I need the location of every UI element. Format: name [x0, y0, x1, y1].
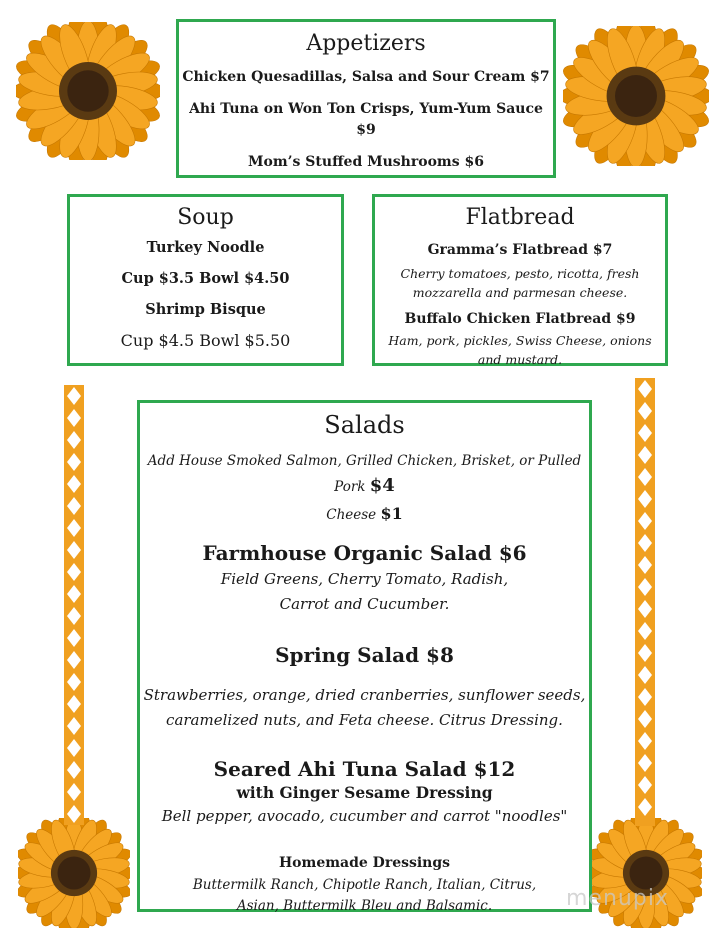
farmhouse-salad-desc: Carrot and Cucumber.	[279, 594, 450, 613]
salad-cheese-line	[140, 502, 589, 527]
farmhouse-salad-name: Farmhouse Organic Salad $6	[202, 540, 527, 565]
soup-section	[67, 194, 344, 366]
dressings-list: Asian, Buttermilk Bleu and Balsamic.	[236, 897, 493, 914]
sunflower-bottom-left	[18, 818, 130, 928]
spring-salad-desc: Strawberries, orange, dried cranberries, sunflower seeds,	[143, 685, 586, 704]
salad-cheese-text: Cheese	[326, 506, 377, 523]
sunflower-bottom-right	[590, 818, 702, 928]
soup-item-name: Turkey Noodle	[146, 239, 265, 256]
dressings-title: Homemade Dressings	[278, 854, 451, 871]
flatbread-item-name: Gramma’s Flatbread $7	[427, 242, 613, 258]
flatbread-item-desc: Cherry tomatoes, pesto, ricotta, fresh mozzarella and parmesan cheese.	[400, 266, 640, 301]
appetizer-item: Ahi Tuna on Won Ton Crisps, Yum-Yum Sauce $9	[189, 101, 543, 138]
salads-title: Salads	[324, 411, 405, 439]
sunflower-top-left	[16, 22, 160, 160]
soup-item-name: Shrimp Bisque	[145, 301, 266, 318]
flatbread-section	[372, 194, 668, 366]
tuna-salad-desc: Bell pepper, avocado, cucumber and carrot "noodles"	[161, 806, 568, 825]
sunflower-center-inner	[58, 857, 91, 890]
salad-cheese-price: $1	[380, 503, 403, 523]
salad-addon-price: $4	[369, 474, 395, 496]
diamond-stripe-left	[64, 385, 84, 825]
dressings-list: Buttermilk Ranch, Chipotle Ranch, Italian, Citrus,	[192, 876, 537, 893]
tuna-salad-name: Seared Ahi Tuna Salad $12	[213, 756, 516, 781]
tuna-salad-subtitle: with Ginger Sesame Dressing	[236, 782, 493, 802]
soup-title: Soup	[177, 205, 234, 230]
salad-addon-line	[140, 451, 589, 500]
sunflower-center-inner	[630, 857, 663, 890]
spring-salad-name: Spring Salad $8	[275, 642, 454, 667]
farmhouse-salad-desc: Field Greens, Cherry Tomato, Radish,	[220, 569, 509, 588]
spring-salad-desc: caramelized nuts, and Feta cheese. Citrus Dressing.	[166, 710, 563, 729]
sunflower-top-right	[563, 26, 709, 166]
appetizer-item: Mom’s Stuffed Mushrooms $6	[248, 154, 484, 170]
salad-addon-text: Add House Smoked Salmon, Grilled Chicken, Brisket, or Pulled Pork	[147, 453, 582, 495]
flatbread-item-name: Buffalo Chicken Flatbread $9	[404, 310, 636, 327]
appetizer-item: Chicken Quesadillas, Salsa and Sour Cream $7	[182, 69, 550, 85]
menupix-watermark: menupix	[566, 886, 669, 911]
sunflower-center-inner	[67, 70, 108, 111]
appetizers-title: Appetizers	[306, 31, 426, 56]
soup-item-price: Cup $4.5 Bowl $5.50	[120, 331, 291, 350]
soup-item-price: Cup $3.5 Bowl $4.50	[121, 270, 290, 287]
flatbread-title: Flatbread	[465, 205, 575, 230]
salads-section	[137, 400, 592, 912]
appetizers-section	[176, 19, 556, 178]
diamond-stripe-right	[635, 378, 655, 826]
flatbread-item-desc: Ham, pork, pickles, Swiss Cheese, onions and mustard.	[388, 332, 652, 368]
stripe-background	[64, 385, 84, 825]
sunflower-center-inner	[615, 75, 657, 117]
